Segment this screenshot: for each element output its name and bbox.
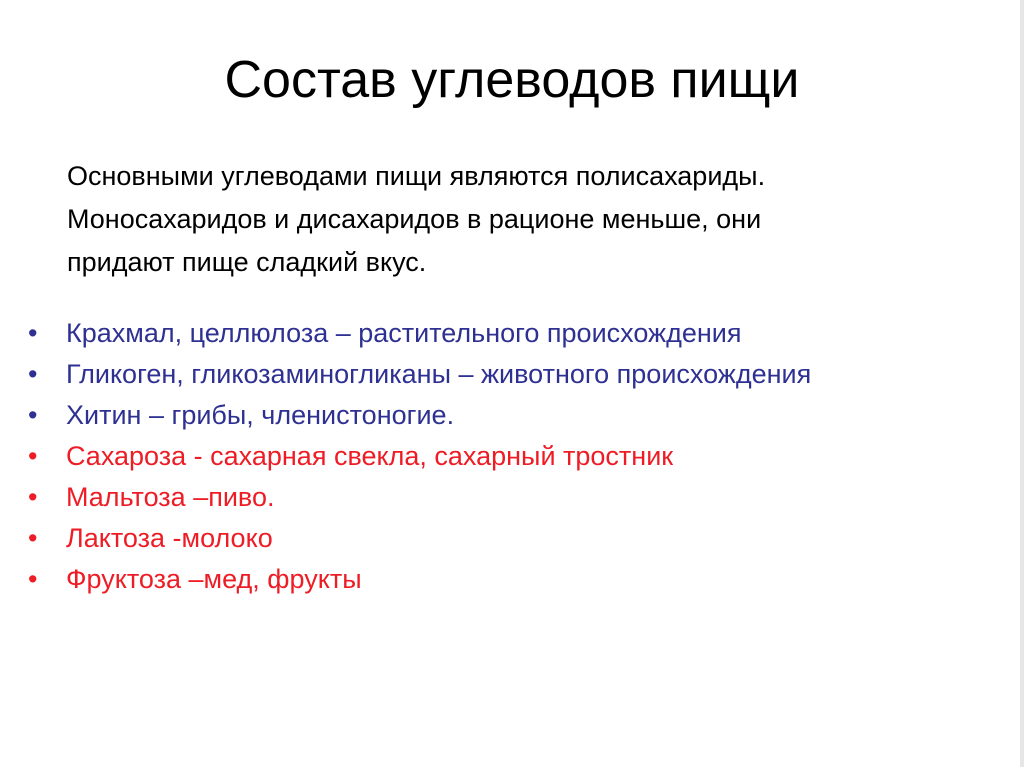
intro-paragraph [67,155,967,284]
intro-line: придают пище сладкий вкус. [67,247,427,277]
intro-line: Моносахаридов и дисахаридов в рационе меньше, они [67,204,762,234]
bullet-icon: • [28,400,38,430]
bullet-icon: • [28,359,38,389]
list-item [28,518,811,559]
list-item-text: Хитин – грибы, членистоногие. [66,400,455,430]
slide-edge-divider [1020,0,1024,767]
carbohydrate-list [28,313,811,600]
list-item [28,395,811,436]
list-item [28,559,811,600]
list-item [28,477,811,518]
list-item-text: Фруктоза –мед, фрукты [66,564,362,594]
bullet-icon: • [28,523,38,553]
list-item [28,313,811,354]
list-item [28,436,811,477]
list-item-text: Сахароза - сахарная свекла, сахарный тростник [66,441,674,471]
intro-line: Основными углеводами пищи являются полисахариды. [67,161,766,191]
bullet-icon: • [28,441,38,471]
list-item-text: Мальтоза –пиво. [66,482,275,512]
bullet-icon: • [28,482,38,512]
list-item-text: Гликоген, гликозаминогликаны – животного происхождения [66,359,812,389]
list-item-text: Лактоза -молоко [66,523,273,553]
list-item-text: Крахмал, целлюлоза – растительного происхождения [66,318,742,348]
bullet-icon: • [28,318,38,348]
list-item [28,354,811,395]
bullet-icon: • [28,564,38,594]
slide-title: Состав углеводов пищи [224,51,800,109]
